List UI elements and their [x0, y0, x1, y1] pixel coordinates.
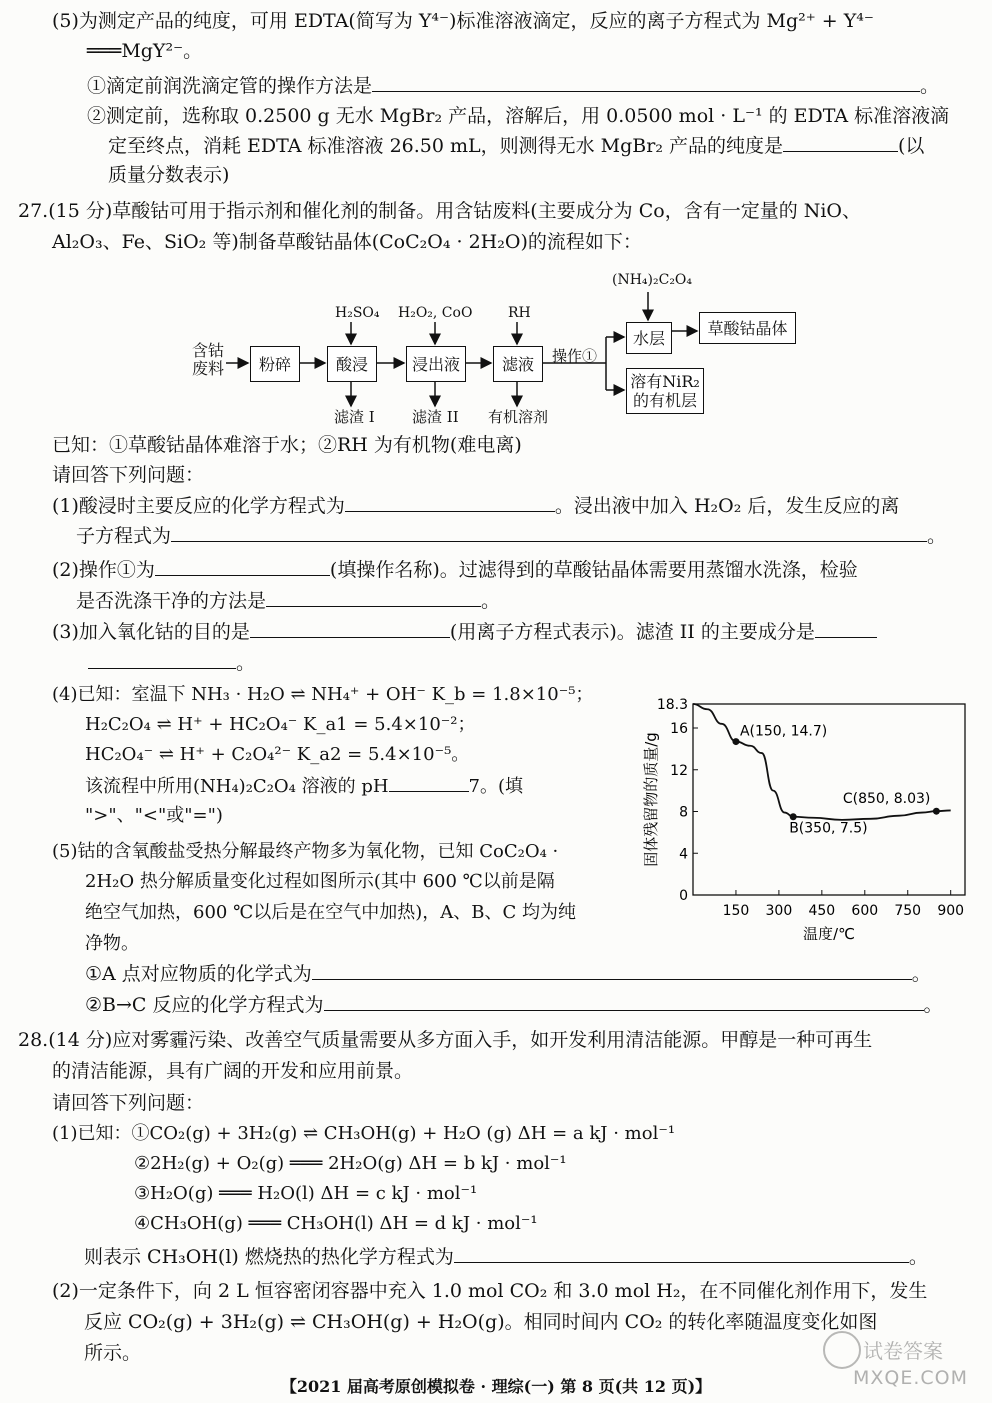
reagent-ammonium-oxalate: (NH₄)₂C₂O₄ [612, 272, 693, 288]
q27-sub5-text: ①A 点对应物质的化学式为 [85, 963, 312, 985]
q27-sub1-line2 [76, 523, 946, 549]
q28-prompt: 请回答下列问题： [52, 1092, 205, 1114]
q26-part5-line2: ═══MgY²⁻。 [87, 40, 203, 62]
x-tick-label: 750 [894, 903, 922, 919]
q28-sub1-question [84, 1244, 928, 1270]
q27-sub5-text2: ②B→C 反应的化学方程式为 [85, 994, 324, 1016]
q26-item2-line3: 质量分数表示) [108, 164, 230, 186]
q28-reaction-3: ③H₂O(g) ═══ H₂O(l) ΔH = c kJ · mol⁻¹ [134, 1183, 478, 1204]
q26-item2-line1: ②测定前，选称取 0.2500 g 无水 MgBr₂ 产品，溶解后，用 0.0500 mol · L⁻¹ 的 EDTA 标准溶液滴 [87, 105, 950, 127]
q26-item2-end: (以 [898, 135, 925, 157]
q27-sub2-text: (2)操作①为 [52, 559, 155, 581]
waste-residue-1: 滤渣 I [334, 408, 375, 426]
x-axis-label: 温度/℃ [803, 925, 855, 940]
y-tick-label: 4 [679, 846, 688, 863]
waste-organic-solvent: 有机溶剂 [488, 408, 549, 426]
q27-known: 已知：①草酸钴晶体难溶于水；②RH 为有机物(难电离) [52, 434, 522, 456]
flow-aqueous-layer: 水层 [626, 322, 672, 354]
q27-sub3-text2: (用离子方程式表示)。滤渣 II 的主要成分是 [449, 621, 815, 643]
data-point [933, 808, 940, 815]
q27-sub4-line5: ">"、"<"或"=") [85, 805, 223, 826]
q28-sub1-text: 则表示 CH₃OH(l) 燃烧热的热化学方程式为 [84, 1246, 454, 1268]
y-tick-label: 12 [670, 762, 688, 779]
flow-step-acid-leach: 酸浸 [327, 346, 377, 382]
q27-sub3-line2 [88, 650, 255, 676]
q27-sub3-text: (3)加入氧化钴的目的是 [52, 621, 250, 643]
q27-sub3-blank3 [88, 650, 236, 669]
q27-sub1-end: 。 [927, 525, 947, 547]
q28-sub2-line3: 所示。 [84, 1342, 142, 1364]
watermark-line2: MXQE.COM [853, 1367, 969, 1389]
x-tick-label: 600 [851, 903, 879, 919]
q28-reaction-4: ④CH₃OH(g) ═══ CH₃OH(l) ΔH = d kJ · mol⁻¹ [134, 1213, 538, 1234]
q27-sub4-text: 该流程中所用(NH₄)₂C₂O₄ 溶液的 pH [85, 776, 389, 797]
x-tick-label: 150 [722, 903, 750, 919]
q26-item1-end: 。 [920, 75, 940, 97]
watermark [823, 1325, 973, 1395]
watermark-seal-icon [823, 1331, 861, 1369]
q27-sub1-text3: 子方程式为 [76, 525, 172, 547]
q26-item2-text: 定至终点，消耗 EDTA 标准溶液 26.50 mL，则测得无水 MgBr₂ 产品的纯度是 [108, 135, 784, 157]
x-tick-label: 300 [765, 903, 793, 919]
operation-1-label: 操作① [552, 347, 598, 365]
q28-sub2-line1: (2)一定条件下，向 2 L 恒容密闭容器中充入 1.0 mol CO₂ 和 3.0 mol H₂，在不同催化剂作用下，发生 [52, 1280, 928, 1302]
q27-sub5-line3: 绝空气加热，600 ℃以后是在空气中加热)，A、B、C 均为纯 [85, 902, 576, 923]
point-label: A(150, 14.7) [739, 723, 828, 740]
q28-sub1-blank [454, 1244, 909, 1263]
q27-sub4-line4 [85, 773, 523, 800]
q27-sub3-blank2 [815, 619, 877, 638]
flow-step-leachate: 浸出液 [406, 346, 466, 382]
flow-step-crush: 粉碎 [250, 346, 300, 382]
q27-sub5-line6 [85, 992, 943, 1018]
q27-sub4-blank [389, 773, 469, 792]
thermal-decomposition-chart [640, 690, 980, 940]
q27-sub1-blank2 [171, 523, 927, 542]
y-tick-label: 8 [679, 804, 688, 821]
q27-sub4-line2: H₂C₂O₄ ⇌ H⁺ + HC₂O₄⁻ K_a1 = 5.4×10⁻²； [85, 714, 476, 735]
page-footer: 【2021 届高考原创模拟卷 · 理综(一) 第 8 页(共 12 页)】 [280, 1377, 712, 1396]
q27-sub5-line1: (5)钴的含氧酸盐受热分解最终产物多为氧化物，已知 CoC₂O₄ · [52, 841, 559, 862]
q27-sub4-text2: 7。(填 [468, 776, 524, 797]
q27-sub2-blank1 [155, 557, 330, 576]
q27-sub5-line4: 净物。 [85, 933, 139, 954]
q27-sub5-blank2 [324, 992, 924, 1011]
reagent-h2so4: H₂SO₄ [335, 305, 380, 321]
flow-product: 草酸钴晶体 [699, 312, 796, 344]
y-tick-label: 18.3 [656, 697, 688, 713]
q27-sub1-blank1 [345, 493, 555, 512]
q27-sub2-end: 。 [481, 590, 501, 612]
reagent-rh: RH [508, 305, 531, 321]
q27-sub2-text2: (填操作名称)。过滤得到的草酸钴晶体需要用蒸馏水洗涤，检验 [329, 559, 858, 581]
point-label: B(350, 7.5) [789, 820, 868, 837]
q27-sub1-text2: 。浸出液中加入 H₂O₂ 后，发生反应的离 [554, 495, 900, 517]
y-tick-label: 0 [679, 888, 688, 904]
q26-item1-text: ①滴定前润洗滴定管的操作方法是 [87, 75, 373, 97]
q27-sub5-end1: 。 [911, 963, 931, 985]
data-point [732, 738, 739, 745]
q27-sub3-blank1 [250, 619, 450, 638]
q27-sub2-text3: 是否洗涤干净的方法是 [76, 590, 267, 612]
q28-sub1-end: 。 [908, 1246, 928, 1268]
q27-sub2-blank2 [266, 588, 481, 607]
q28-heading-line1: 28.(14 分)应对雾霾污染、改善空气质量需要从多方面入手，如开发利用清洁能源。甲醇是一种可再生 [18, 1029, 873, 1051]
q26-part5-line1: (5)为测定产品的纯度，可用 EDTA(简写为 Y⁴⁻)标准溶液滴定，反应的离子方程式为 Mg²⁺ + Y⁴⁻ [52, 10, 874, 32]
y-tick-label: 16 [670, 721, 688, 738]
q28-sub2-line2: 反应 CO₂(g) + 3H₂(g) ⇌ CH₃OH(g) + H₂O(g)。相同时间内 CO₂ 的转化率随温度变化如图 [84, 1311, 878, 1333]
x-tick-label: 900 [937, 903, 965, 919]
q27-prompt: 请回答下列问题： [52, 464, 205, 486]
data-point [790, 813, 797, 820]
flow-organic-layer: 溶有NiR₂ 的有机层 [626, 368, 704, 414]
q27-sub1-text: (1)酸浸时主要反应的化学方程式为 [52, 495, 345, 517]
q27-sub5-line2: 2H₂O 热分解质量变化过程如图所示(其中 600 ℃以前是隔 [85, 871, 555, 892]
q27-sub3-end: 。 [236, 652, 256, 674]
watermark-line1: 试卷答案 [863, 1339, 943, 1363]
q27-sub3-line1 [52, 619, 877, 645]
flow-start-label: 含钴 废料 [192, 341, 225, 378]
waste-residue-2: 滤渣 II [412, 408, 459, 426]
reagent-h2o2-coo: H₂O₂, CoO [398, 305, 473, 321]
q27-heading-line1: 27.(15 分)草酸钴可用于指示剂和催化剂的制备。用含钴废料(主要成分为 Co，含有一定量的 NiO、 [18, 200, 862, 222]
q28-reaction-1: (1)已知：①CO₂(g) + 3H₂(g) ⇌ CH₃OH(g) + H₂O (g) ΔH = a kJ · mol⁻¹ [52, 1123, 676, 1144]
q27-sub5-line5 [85, 961, 931, 987]
q27-heading-line2: Al₂O₃、Fe、SiO₂ 等)制备草酸钴晶体(CoC₂O₄ · 2H₂O)的流程如下： [52, 231, 642, 253]
flow-arrows [0, 0, 992, 460]
q28-heading-line2: 的清洁能源，具有广阔的开发和应用前景。 [52, 1060, 414, 1082]
q27-sub2-line1 [52, 557, 858, 583]
y-axis-label: 固体残留物的质量/g [642, 732, 660, 867]
q27-sub5-end2: 。 [923, 994, 943, 1016]
q28-reaction-2: ②2H₂(g) + O₂(g) ═══ 2H₂O(g) ΔH = b kJ · mol⁻¹ [134, 1153, 567, 1174]
q27-sub4-line1: (4)已知：室温下 NH₃ · H₂O ⇌ NH₄⁺ + OH⁻ K_b = 1.8×10⁻⁵； [52, 684, 594, 705]
q27-sub1-line1 [52, 493, 899, 519]
flow-step-filtrate: 滤液 [493, 346, 543, 382]
q27-sub2-line2 [76, 588, 500, 614]
q27-sub5-blank1 [312, 961, 912, 980]
x-tick-label: 450 [808, 903, 836, 919]
point-label: C(850, 8.03) [842, 791, 931, 808]
q27-sub4-line3: HC₂O₄⁻ ⇌ H⁺ + C₂O₄²⁻ K_a2 = 5.4×10⁻⁵。 [85, 744, 470, 765]
